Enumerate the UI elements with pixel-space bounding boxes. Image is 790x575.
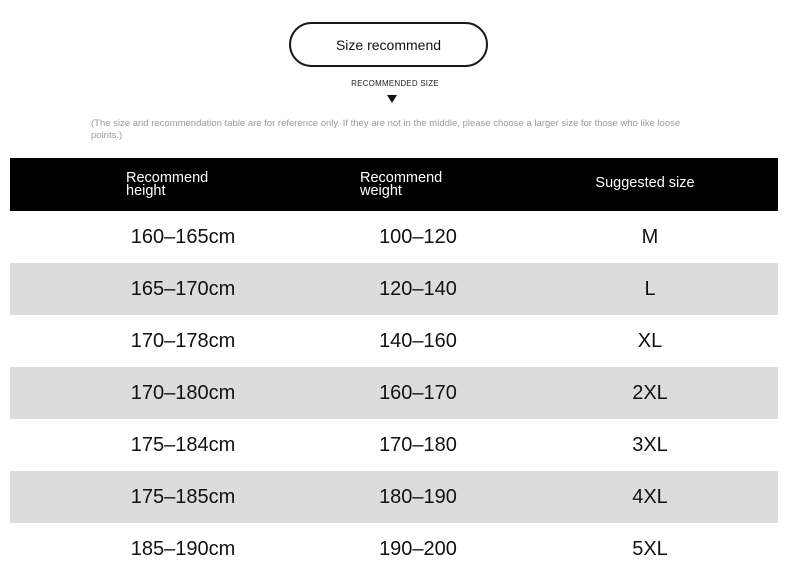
table-row	[10, 367, 778, 419]
cell-weight: 100–120	[379, 226, 457, 248]
table-row	[10, 263, 778, 315]
cell-height: 165–170cm	[130, 278, 236, 300]
reference-note: (The size and recommendation table are for reference only. If they are not in the middle, please choose a larger size for those who like loose points.)	[91, 118, 681, 141]
header-height-line1: Recommend	[126, 170, 209, 186]
table-row	[10, 419, 778, 471]
page-title-label: Size recommend	[335, 36, 442, 53]
cell-size: 4XL	[632, 486, 668, 508]
table-row	[10, 523, 778, 575]
cell-height: 185–190cm	[130, 538, 236, 560]
cell-size: 3XL	[632, 434, 668, 456]
cell-size: L	[644, 278, 656, 300]
size-table	[10, 158, 778, 575]
cell-weight: 180–190	[379, 486, 457, 508]
header-weight	[360, 172, 442, 198]
cell-height: 170–178cm	[130, 330, 236, 352]
table-row	[10, 471, 778, 523]
table-row	[10, 211, 778, 263]
cell-weight: 170–180	[379, 434, 457, 456]
header-size: Suggested size	[595, 175, 695, 191]
cell-weight: 160–170	[379, 382, 457, 404]
table-row	[10, 315, 778, 367]
page-title	[289, 22, 488, 67]
cell-weight: 140–160	[379, 330, 457, 352]
cell-size: 5XL	[632, 538, 668, 560]
cell-weight: 120–140	[379, 278, 457, 300]
triangle-down-icon	[387, 95, 397, 103]
cell-height: 160–165cm	[130, 226, 236, 248]
cell-height: 175–185cm	[130, 486, 236, 508]
cell-size: XL	[637, 330, 663, 352]
header-weight-line2: weight	[360, 183, 402, 199]
cell-weight: 190–200	[379, 538, 457, 560]
header-weight-line1: Recommend	[360, 170, 443, 186]
subtitle: RECOMMENDED SIZE	[351, 79, 439, 88]
cell-size: M	[641, 226, 659, 248]
cell-height: 170–180cm	[130, 382, 236, 404]
cell-height: 175–184cm	[130, 434, 236, 456]
header-height-line2: height	[126, 183, 166, 199]
cell-size: 2XL	[632, 382, 668, 404]
table-header	[10, 158, 778, 211]
header-height	[126, 172, 208, 198]
